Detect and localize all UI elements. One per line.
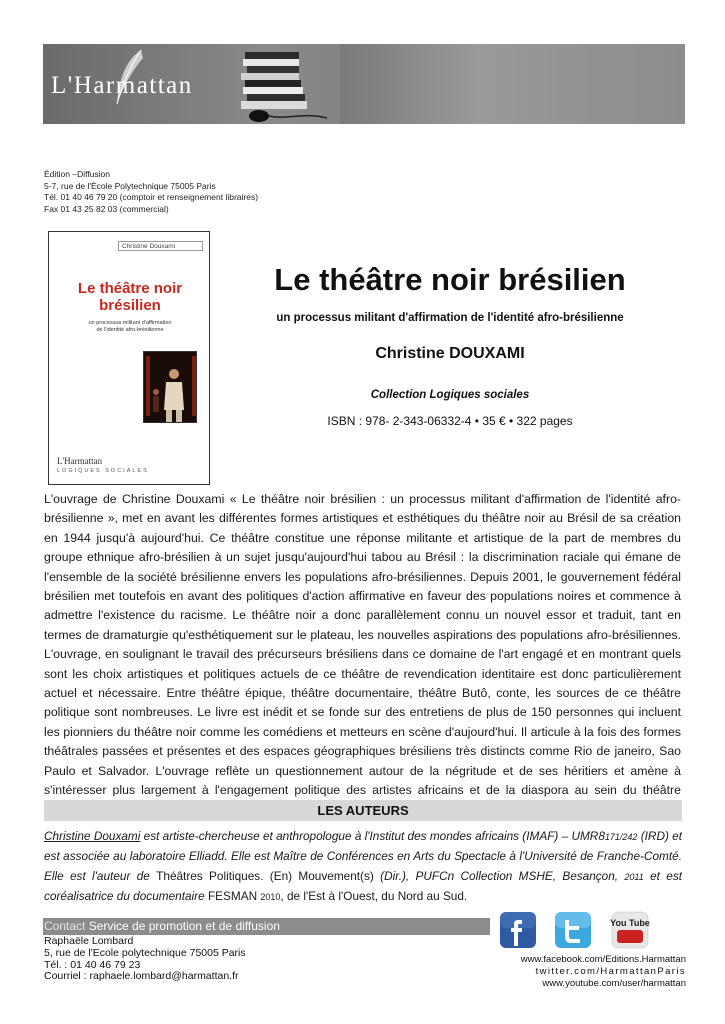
facebook-icon[interactable] [498, 910, 538, 952]
banner-right-panel [340, 44, 685, 124]
author-bio-text: , de l'Est à l'Ouest, du Nord au Sud. [280, 889, 468, 904]
youtube-label: You Tube [610, 918, 650, 928]
author-bio-documentary: FESMAN [207, 889, 261, 904]
book-subtitle: un processus militant d'affirmation de l'identité afro-brésilienne [276, 312, 624, 324]
author-bio-text: 2010 [260, 892, 281, 903]
twitter-icon[interactable] [553, 910, 593, 952]
youtube-link[interactable]: www.youtube.com/user/harmattan [542, 978, 686, 989]
cover-title-line: Le théâtre noir [77, 280, 183, 297]
author-bio-name: Christine Douxami [44, 829, 141, 843]
header-banner [43, 44, 685, 124]
cover-collection: LOGIQUES SOCIALES [57, 468, 149, 474]
cover-subtitle [49, 320, 210, 334]
publisher-line: Tél. 01 40 46 79 20 (comptoir et renseignement libraires) [44, 192, 259, 203]
cover-subtitle-line: un processus militant d'affirmation [88, 320, 172, 326]
authors-heading: LES AUTEURS [44, 800, 682, 821]
contact-bar [43, 918, 490, 935]
publisher-line: Édition –Diffusion [44, 169, 110, 179]
cover-photo [143, 351, 197, 423]
social-links [490, 954, 686, 990]
book-stack-mouse-icon [231, 46, 351, 124]
publisher-info [44, 169, 258, 215]
contact-line: 5, rue de l'Ecole polytechnique 75005 Paris [44, 946, 246, 959]
contact-details [44, 936, 246, 983]
contact-line: Tél. : 01 40 46 79 23 [44, 958, 141, 971]
theatre-performer-image [144, 352, 197, 423]
author-bio-text: 171/242 [604, 832, 638, 842]
author-bio-work: Théâtres Politiques. (En) Mouvement(s) [156, 868, 374, 883]
contact-line: Raphaële Lombard [44, 935, 134, 947]
book-cover [48, 231, 210, 485]
book-description: L'ouvrage de Christine Douxami « Le théâtre noir brésilien : un processus militant d'affirmation de l'identité afro-brésilienne », met en avant les différentes formes artistiques et esthétiques du théâtre noir au Brésil de sa création en 1944 jusqu'à aujourd'hui. Ce théâtre constitue une réponse militante et artistique de la part de membres du groupe ethnique afro-brésilien à un sujet jusqu'aujourd'hui tabou au Brésil : la discrimination raciale qui émane de l'ensemble de la société brésilienne envers les populations afro-brésiliennes. Depuis 2001, le gouvernement fédéral brésilien met toutefois en avant des politiques d'action affirmative en faveur des populations noires et commence à admettre l'existence du racisme. Le théâtre noir a donc parallèlement connu un nouvel essor et traduit, tant en termes de dramaturgie qu'esthétiquement sur le plateau, les nouvelles aspirations des populations afro-brésiliennes. L'ouvrage, en soulignant le travail des précurseurs brésiliens dans ce domaine de l'art engagé et en montrant quels sont les choix artistiques et politiques actuels de ce théâtre de revendication identitaire est donc particulièrement actuel et nécessaire. Entre théâtre épique, théâtre documentaire, théâtre Butô, conte, les sources de ce théâtre politique sont nombreuses. Le livre est inédit et se fonde sur des entretiens de plus de 150 personnes qui incluent les pionniers du théâtre noir comme les comédiens et metteurs en scène d'aujourd'hui. Il articule à la fois des formes théâtrales passées et présentes et des espaces géographiques brésiliens très distincts comme Rio de janeiro, Sao Paulo et Salvador. L'ouvrage reflète un questionnement autour de la négritude et de ses héritiers et amène à s'intéresser plus largement à l'engagement politique des artistes africains et de la diaspora au sein du théâtre [44, 492, 681, 798]
cover-author: Christine Douxami [118, 241, 203, 251]
author-bio-text: (Dir.), PUFCn Collection MSHE, Besançon, [373, 868, 625, 883]
cover-subtitle-line: de l'identité afro-brésilienne [96, 327, 164, 333]
publisher-logo: L'Harmattan [51, 72, 193, 99]
authors-bio [44, 827, 682, 908]
contact-email[interactable]: Courriel : raphaele.lombard@harmattan.fr [44, 970, 239, 983]
publisher-line: Fax 01 43 25 82 03 (commercial) [44, 203, 169, 214]
book-isbn-price-pages: ISBN : 978- 2-343-06332-4 • 35 € • 322 pages [327, 414, 573, 428]
twitter-link[interactable]: twitter.com/HarmattanParis [535, 966, 686, 977]
cover-publisher-logo: L'Harmattan [57, 456, 103, 466]
author-bio-text: est artiste-chercheuse et anthropologue à l'Institut des mondes africains (IMAF) – UMR8 [140, 829, 605, 843]
publisher-line: 5-7, rue de l'École Polytechnique 75005 Paris [44, 180, 216, 191]
book-title: Le théâtre noir brésilien [274, 262, 626, 297]
author-bio-text: (IRD) et est associée au laboratoire Elliadd. Elle est Maître de Conférences en Arts du Spectacle à l'Université de Franche-Comté. Elle est l'auteur de [44, 829, 683, 883]
contact-lead: Contact [44, 919, 86, 933]
facebook-link[interactable]: www.facebook.com/Editions.Harmattan [520, 954, 686, 965]
youtube-icon[interactable] [610, 910, 650, 952]
contact-service: Service de promotion et de diffusion [85, 919, 280, 933]
author-bio-text: 2011 [624, 871, 644, 882]
book-collection: Collection Logiques sociales [370, 389, 530, 401]
book-author: Christine DOUXAMI [375, 345, 525, 362]
author-bio-text: et est coréalisatrice du documentaire [44, 868, 682, 904]
cover-title-line: brésilien [99, 297, 161, 314]
cover-title [49, 280, 210, 314]
